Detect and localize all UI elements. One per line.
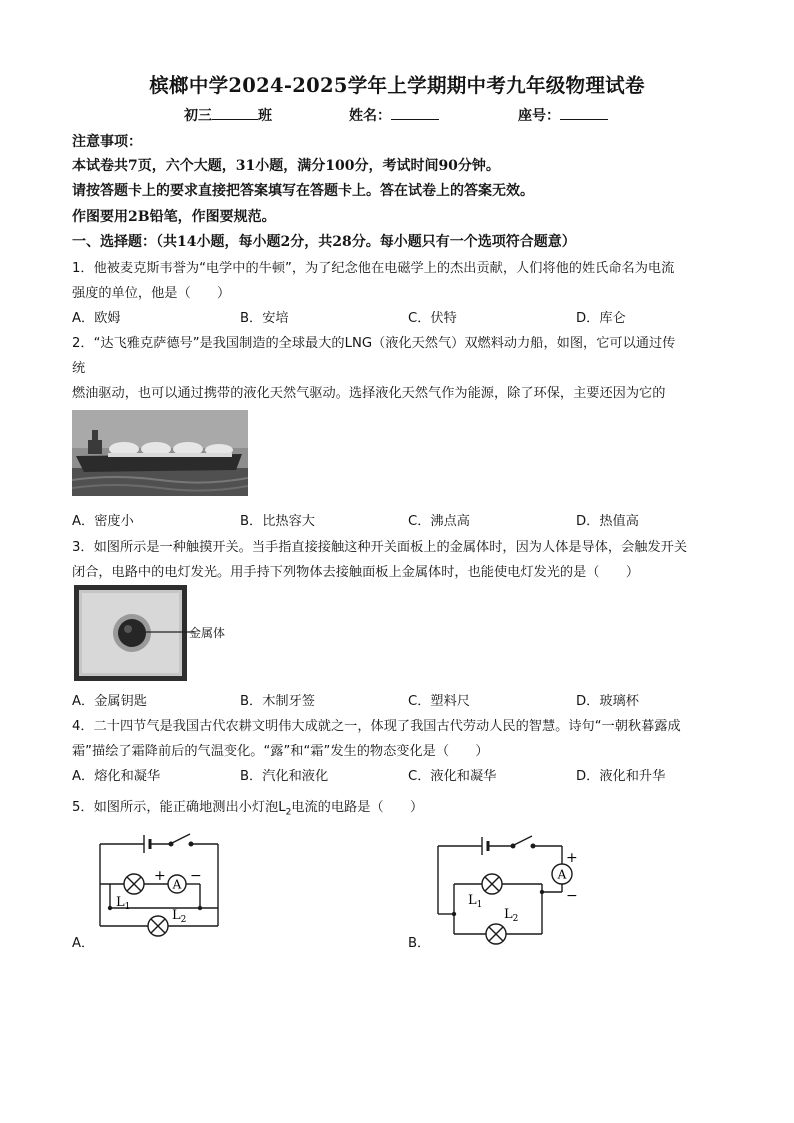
circuit-a-ammeter-letter: A xyxy=(172,877,182,892)
q1-option-a: A．欧姆 xyxy=(72,311,121,326)
circuit-a-l2: $L_2$ xyxy=(172,908,187,925)
q2-line-1: 2．“达飞雅克萨德号”是我国制造的全球最大的LNG（液化天然气）双燃料动力船，如图，它可以通过传 xyxy=(72,336,676,351)
q1-option-d: D．库仑 xyxy=(576,311,626,326)
q4-option-b: B．汽化和液化 xyxy=(240,769,329,784)
name-blank xyxy=(391,105,439,120)
q3-line-2: 闭合，电路中的电灯发光。用手持下列物体去接触面板上金属体时，也能使电灯发光的是（ ） xyxy=(72,565,640,580)
q1-line-2: 强度的单位，他是（ ） xyxy=(72,286,231,301)
q5-lamp-subscript: 2 xyxy=(285,807,292,818)
q5-line-1 xyxy=(72,796,423,818)
circuit-a-plus: + xyxy=(154,868,166,884)
class-field xyxy=(184,105,272,125)
notes-line-3: 作图要用2B铅笔，作图要规范。 xyxy=(72,209,276,225)
seat-label: 座号： xyxy=(518,108,560,124)
q2-line-2: 统 xyxy=(72,361,86,376)
q4-option-a: A．熔化和凝华 xyxy=(72,769,161,784)
class-label-post: 班 xyxy=(258,108,272,124)
q2-line-3: 燃油驱动，也可以通过携带的液化天然气驱动。选择液化天然气作为能源，除了环保，主要还因为它的 xyxy=(72,386,666,401)
name-field xyxy=(349,105,439,125)
circuit-b-diagram xyxy=(432,830,580,948)
q3-line-1: 3．如图所示是一种触摸开关。当手指直接接触这种开关面板上的金属体时，因为人体是导体，会触发开关 xyxy=(72,540,688,555)
metal-body-label: 金属体 xyxy=(189,626,226,640)
class-label-pre: 初三 xyxy=(184,108,212,124)
circuit-a-diagram xyxy=(94,828,234,946)
name-label: 姓名： xyxy=(349,108,391,124)
q3-option-b: B．木制牙签 xyxy=(240,694,315,709)
exam-title: 槟榔中学2024-2025学年上学期期中考九年级物理试卷 xyxy=(149,74,645,97)
q2-option-a: A．密度小 xyxy=(72,514,134,529)
circuit-a-l1: $L_1$ xyxy=(116,895,131,912)
class-blank xyxy=(212,105,258,120)
notes-heading: 注意事项： xyxy=(72,134,142,150)
q5-text-post: 电流的电路是（ ） xyxy=(291,800,424,815)
notes-line-1: 本试卷共7页，六个大题，31小题，满分100分，考试时间90分钟。 xyxy=(72,158,500,174)
notes-line-2: 请按答题卡上的要求直接把答案填写在答题卡上。答在试卷上的答案无效。 xyxy=(72,183,534,199)
circuit-b-l2: $L_2$ xyxy=(504,907,519,924)
q4-line-2: 霜”描绘了霜降前后的气温变化。“露”和“霜”发生的物态变化是（ ） xyxy=(72,744,489,759)
circuit-b-plus: + xyxy=(566,850,578,866)
q1-option-c: C．伏特 xyxy=(408,311,457,326)
section-1-heading: 一、选择题：（共14小题，每小题2分，共28分。每小题只有一个选项符合题意） xyxy=(72,234,576,250)
touch-switch-photo xyxy=(74,585,194,681)
q1-line-1: 1．他被麦克斯韦誉为“电学中的牛顿”，为了纪念他在电磁学上的杰出贡献，人们将他的姓氏命名为电流 xyxy=(72,261,675,276)
q2-option-c: C．沸点高 xyxy=(408,514,470,529)
q3-option-d: D．玻璃杯 xyxy=(576,694,639,709)
q5-lamp-symbol: L xyxy=(278,800,286,815)
q4-option-d: D．液化和升华 xyxy=(576,769,666,784)
seat-field xyxy=(518,105,608,125)
q2-option-b: B．比热容大 xyxy=(240,514,315,529)
q2-option-d: D．热值高 xyxy=(576,514,639,529)
q4-line-1: 4．二十四节气是我国古代农耕文明伟大成就之一，体现了我国古代劳动人民的智慧。诗句“一朝秋暮露成 xyxy=(72,719,681,734)
lng-ship-photo xyxy=(72,410,248,496)
q3-option-c: C．塑料尺 xyxy=(408,694,470,709)
q1-option-b: B．安培 xyxy=(240,311,289,326)
circuit-a-minus: − xyxy=(190,868,202,884)
q4-option-c: C．液化和凝华 xyxy=(408,769,497,784)
circuit-b-minus: − xyxy=(566,888,578,904)
q5-option-a: A． xyxy=(72,936,95,951)
q5-option-b: B． xyxy=(408,936,431,951)
seat-blank xyxy=(560,105,608,120)
circuit-b-ammeter-letter: A xyxy=(557,867,567,882)
q3-option-a: A．金属钥匙 xyxy=(72,694,147,709)
circuit-b-l1: $L_1$ xyxy=(468,893,483,910)
q5-text-pre: 5．如图所示，能正确地测出小灯泡 xyxy=(72,800,279,815)
